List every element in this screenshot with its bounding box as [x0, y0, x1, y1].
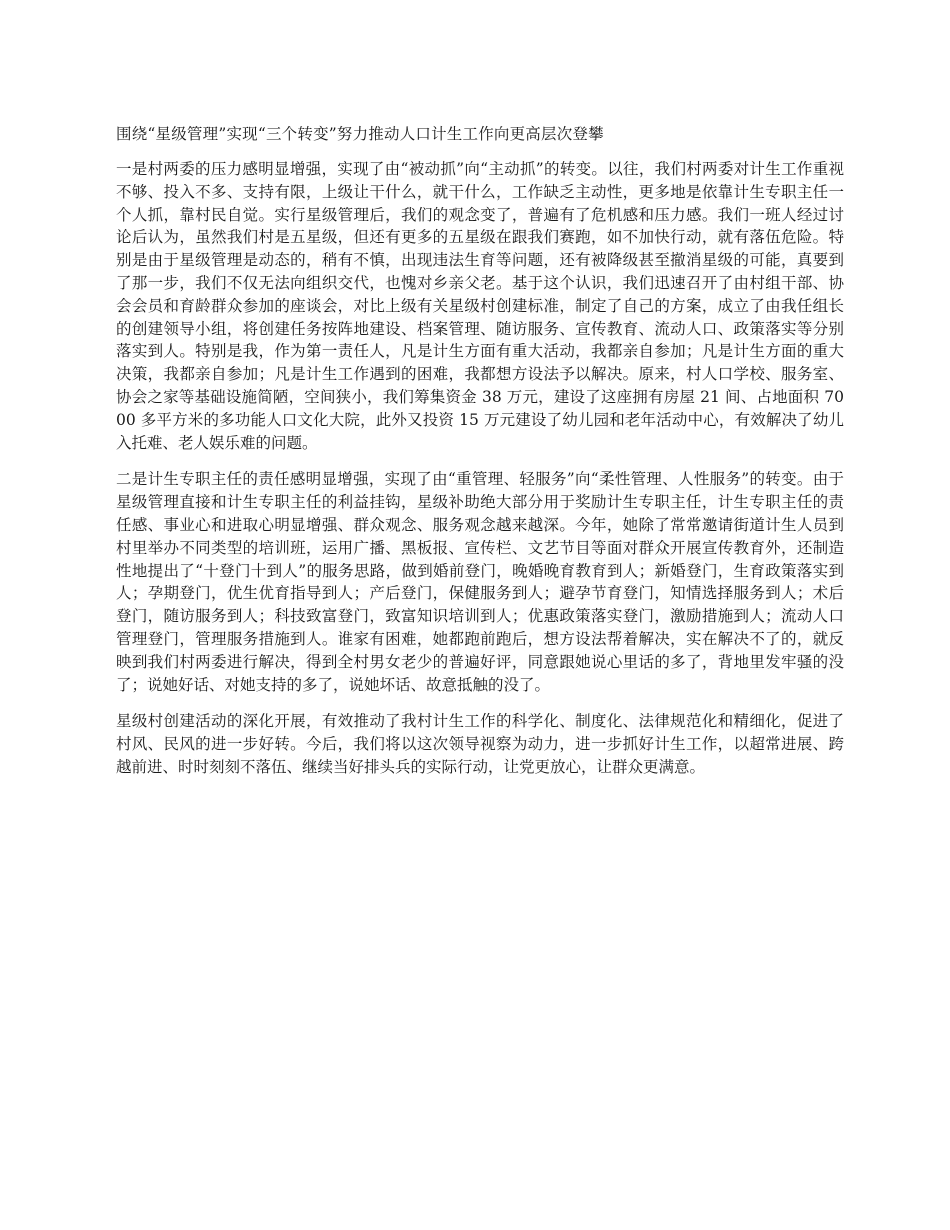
- document-title: 围绕“星级管理”实现“三个转变”努力推动人口计生工作向更高层次登攀: [116, 125, 604, 143]
- paragraph-family-planning-director: 二是计生专职主任的责任感明显增强，实现了由“重管理、轻服务”向“柔性管理、人性服务”的转变。由于星级管理直接和计生专职主任的利益挂钩，星级补助绝大部分用于奖励计生专职主任，计生专职主任的责任感、事业心和进取心明显增强、群众观念、服务观念越来越深。今年，她除了常常邀请街道计生人员到村里举办不同类型的培训班，运用广播、黑板报、宣传栏、文艺节目等面对群众开展宣传教育外，还制造性地提出了“十登门十到人”的服务思路，做到婚前登门，晚婚晚育教育到人；新婚登门，生育政策落实到人；孕期登门，优生优育指导到人；产后登门，保健服务到人；避孕节育登门，知情选择服务到人；术后登门，随访服务到人；科技致富登门，致富知识培训到人；优惠政策落实登门，激励措施到人；流动人口管理登门，管理服务措施到人。谁家有困难，她都跑前跑后，想方设法帮着解决，实在解决不了的，就反映到我们村两委进行解决，得到全村男女老少的普遍好评，同意跟她说心里话的多了，背地里发牢骚的没了；说她好话、对她支持的多了，说她坏话、故意抵触的没了。: [116, 470, 844, 694]
- document-page: [116, 122, 844, 793]
- paragraph-village-committee: 一是村两委的压力感明显增强，实现了由“被动抓”向“主动抓”的转变。以往，我们村两委对计生工作重视不够、投入不多、支持有限，上级让干什么，就干什么，工作缺乏主动性，更多地是依靠计生专职主任一个人抓，靠村民自觉。实行星级管理后，我们的观念变了，普遍有了危机感和压力感。我们一班人经过讨论后认为，虽然我们村是五星级，但还有更多的五星级在跟我们赛跑，如不加快行动，就有落伍危险。特别是由于星级管理是动态的，稍有不慎，出现违法生育等问题，还有被降级甚至撤消星级的可能，真要到了那一步，我们不仅无法向组织交代，也愧对乡亲父老。基于这个认识，我们迅速召开了由村组干部、协会会员和育龄群众参加的座谈会，对比上级有关星级村创建标准，制定了自己的方案，成立了由我任组长的创建领导小组，将创建任务按阵地建设、档案管理、随访服务、宣传教育、流动人口、政策落实等分别落实到人。特别是我，作为第一责任人，凡是计生方面有重大活动，我都亲自参加；凡是计生方面的重大决策，我都亲自参加；凡是计生工作遇到的困难，我都想方设法予以解决。原来，村人口学校、服务室、协会之家等基础设施简陋，空间狭小，我们筹集资金 38 万元，建设了这座拥有房屋 21 间、占地面积 7000 多平方米的多功能人口文化大院，此外又投资 15 万元建设了幼儿园和老年活动中心，有效解决了幼儿入托难、老人娱乐难的问题。: [116, 160, 844, 452]
- paragraph-conclusion: 星级村创建活动的深化开展，有效推动了我村计生工作的科学化、制度化、法律规范化和精细化，促进了村风、民风的进一步好转。今后，我们将以这次领导视察为动力，进一步抓好计生工作，以超常进展、跨越前进、时时刻刻不落伍、继续当好排头兵的实际行动，让党更放心，让群众更满意。: [116, 712, 844, 776]
